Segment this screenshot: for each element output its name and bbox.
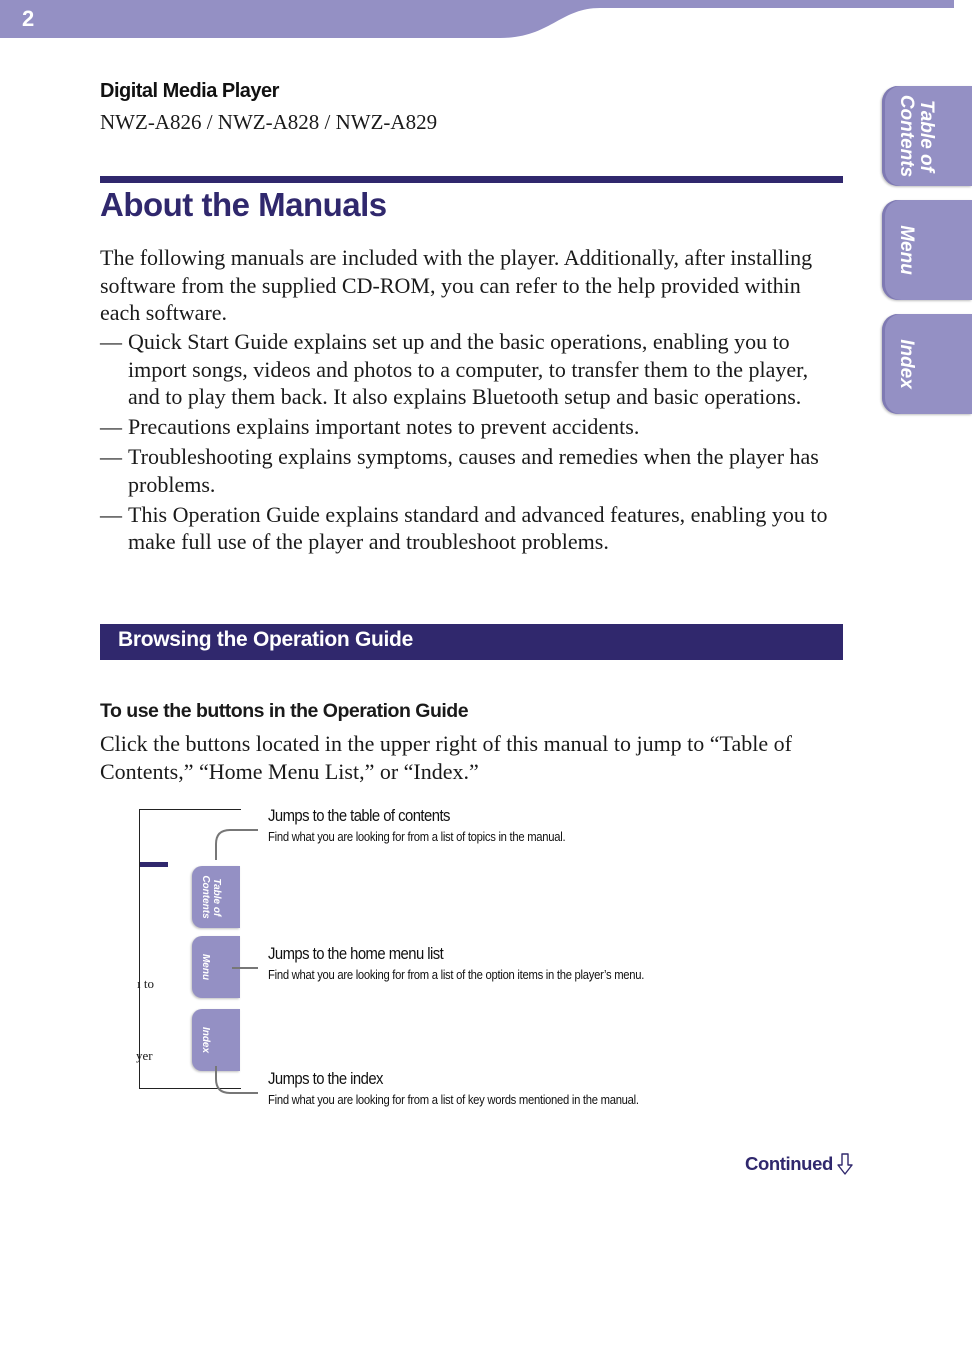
list-item-text: This Operation Guide explains standard and advanced features, enabling you to make full use of the player and troubleshoot problems.	[128, 501, 828, 554]
list-item-text: Quick Start Guide explains set up and the basic operations, enabling you to import songs, videos and photos to a computer, to transfer them to the player, and to play them back. It also explains Bluetooth setup and basic operations.	[128, 329, 809, 409]
mini-tab-index	[192, 1009, 240, 1071]
mini-title-rule	[140, 862, 168, 867]
list-item	[100, 328, 845, 411]
mini-tab-label: Menu	[200, 953, 211, 981]
callout-table-of-contents	[268, 807, 598, 844]
continued-label: Continued	[745, 1153, 833, 1174]
mini-tab-label: Table of Contents	[200, 875, 222, 919]
callout-description: Find what you are looking for from a list of topics in the manual.	[268, 830, 566, 844]
callout-title: Jumps to the home menu list	[268, 945, 444, 963]
tab-index[interactable]	[882, 314, 972, 414]
mini-tab-menu	[192, 936, 240, 998]
dash-bullet: —	[100, 414, 122, 439]
page-number: 2	[22, 6, 35, 31]
mini-tab-table-of-contents	[192, 866, 240, 928]
callout-description: Find what you are looking for from a list of the option items in the player’s menu.	[268, 968, 645, 982]
down-arrow-icon	[837, 1153, 853, 1175]
subsection-paragraph: Click the buttons located in the upper right of this manual to jump to “Table of Contents,” “Home Menu List,” or “Index.”	[100, 731, 792, 784]
list-item-text: Troubleshooting explains symptoms, causes and remedies when the player has problems.	[128, 444, 819, 497]
callout-description: Find what you are looking for from a list of key words mentioned in the manual.	[268, 1093, 639, 1107]
dash-bullet: —	[100, 501, 122, 527]
title-rule	[100, 176, 843, 183]
list-item	[100, 413, 845, 441]
dash-bullet: —	[100, 444, 122, 469]
intro-paragraph: The following manuals are included with the player. Additionally, after installing software from the supplied CD-ROM, you can refer to the help provided within each software.	[100, 245, 813, 325]
tab-menu[interactable]	[882, 200, 972, 300]
callout-title: Jumps to the index	[268, 1070, 383, 1088]
list-item	[100, 443, 845, 498]
callout-index	[268, 1070, 680, 1107]
section-header-bar	[100, 624, 843, 660]
header-band	[0, 0, 954, 40]
tab-table-of-contents[interactable]	[882, 86, 972, 186]
list-item	[100, 501, 845, 556]
callout-title: Jumps to the table of contents	[268, 807, 450, 825]
section-title: Browsing the Operation Guide	[118, 628, 413, 651]
product-name: Digital Media Player	[100, 80, 279, 102]
tab-table-of-contents-label: Table of Contents	[896, 94, 937, 178]
illustration-page-thumbnail	[136, 809, 241, 1089]
model-numbers: NWZ-A826 / NWZ-A828 / NWZ-A829	[100, 110, 438, 134]
manual-list	[100, 328, 845, 558]
tab-index-label: Index	[896, 339, 917, 389]
list-item-text: Precautions explains important notes to prevent accidents.	[128, 414, 640, 439]
subsection-heading: To use the buttons in the Operation Guide	[100, 700, 469, 722]
continued-link[interactable]	[745, 1153, 853, 1175]
callout-menu	[268, 945, 686, 982]
tab-menu-label: Menu	[896, 225, 917, 275]
mini-text-fragment: yer	[136, 1048, 153, 1063]
mini-tab-label: Index	[200, 1026, 211, 1054]
dash-bullet: —	[100, 329, 122, 354]
mini-text-fragment: ı to	[137, 976, 154, 991]
page-title: About the Manuals	[100, 186, 387, 223]
